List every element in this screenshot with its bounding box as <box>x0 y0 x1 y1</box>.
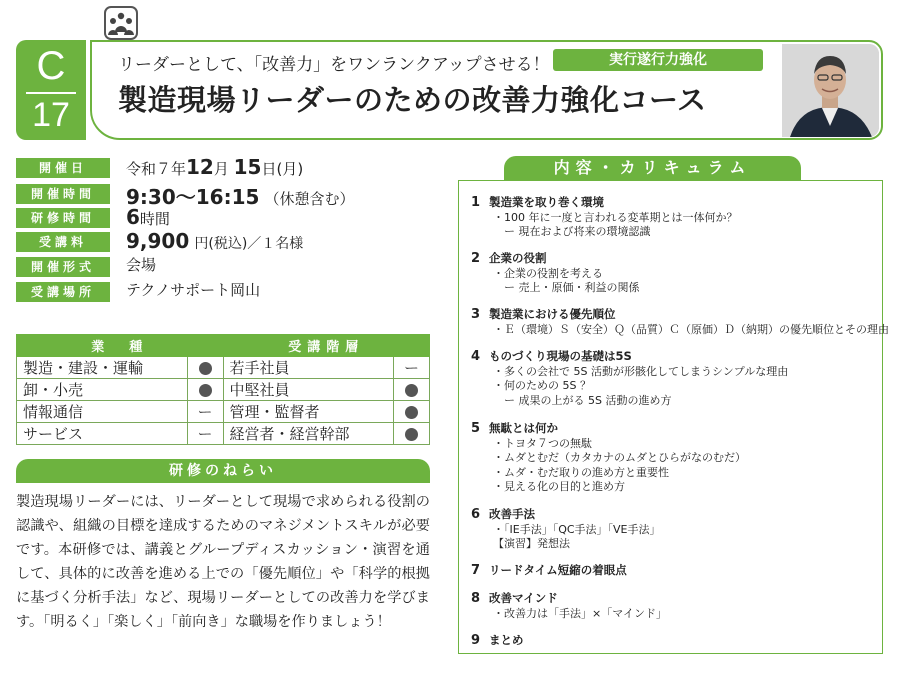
industry-mark: ー <box>187 401 223 423</box>
curriculum-item <box>471 251 640 296</box>
curriculum-item-title <box>471 507 661 523</box>
curriculum-item-line: ・企業の役割を考える <box>493 266 603 280</box>
info-label: 受講場所 <box>16 282 110 302</box>
category-badge: 実行遂行力強化 <box>553 49 763 71</box>
info-label: 開催日 <box>16 158 110 178</box>
info-label: 開催形式 <box>16 257 110 277</box>
curriculum-box <box>458 180 889 654</box>
curriculum-item-label: 企業の役割 <box>489 251 547 265</box>
curriculum-item-label: リードタイム短縮の着眼点 <box>489 563 627 577</box>
curriculum-item-number: 9 <box>471 633 481 648</box>
curriculum-item <box>471 195 738 240</box>
industry-cell: 製造・建設・運輸 <box>17 357 188 379</box>
info-label: 開催時間 <box>16 184 110 204</box>
course-code-box <box>16 40 86 140</box>
curriculum-item <box>471 421 746 495</box>
level-cell: 中堅社員 <box>223 379 394 401</box>
curriculum-item-label: 無駄とは何か <box>489 421 558 435</box>
level-header: 受講階層 <box>223 335 430 357</box>
industry-mark <box>187 379 223 401</box>
curriculum-item <box>471 591 667 621</box>
filled-dot-icon <box>199 362 212 375</box>
curriculum-item-line: ・トヨタ７つの無駄 <box>493 436 592 450</box>
curriculum-item-label: 製造業を取り巻く環境 <box>489 195 604 209</box>
course-title: 製造現場リーダーのための改善力強化コース <box>118 83 707 117</box>
curriculum-item-title <box>471 563 627 579</box>
industry-header: 業 種 <box>17 335 224 357</box>
info-value-fee: 9,900 円(税込)／１名様 <box>126 229 304 253</box>
industry-mark <box>187 357 223 379</box>
curriculum-header: 内容・カリキュラム <box>504 156 801 180</box>
curriculum-item-title <box>471 195 738 211</box>
course-code-letter: C <box>36 44 66 88</box>
info-label: 受講料 <box>16 232 110 252</box>
level-cell: 経営者・経営幹部 <box>223 423 394 445</box>
curriculum-item-line: ・100 年に一度と言われる変革期とは一体何か？ <box>493 210 738 224</box>
curriculum-item-label: まとめ <box>489 633 524 647</box>
curriculum-item-title <box>471 633 524 649</box>
table-row <box>17 357 430 379</box>
curriculum-item-label: 改善手法 <box>489 507 535 521</box>
curriculum-item-number: 8 <box>471 591 481 606</box>
curriculum-item-line: ー 売上・原価・利益の関係 <box>493 281 640 294</box>
level-cell: 管理・監督者 <box>223 401 394 423</box>
curriculum-item-number: 3 <box>471 307 481 322</box>
curriculum-item <box>471 563 627 579</box>
level-mark <box>394 401 430 423</box>
level-mark <box>394 423 430 445</box>
curriculum-item-line: ・Ｅ（環境）Ｓ（安全）Ｑ（品質）Ｃ（原価）Ｄ（納期）の優先順位とその理由 <box>493 322 889 336</box>
curriculum-item-number: 7 <box>471 563 481 578</box>
curriculum-item-label: ものづくり現場の基礎は5S <box>489 349 632 363</box>
industry-cell: 情報通信 <box>17 401 188 423</box>
filled-dot-icon <box>405 406 418 419</box>
curriculum-item-title <box>471 349 788 365</box>
curriculum-item <box>471 349 788 408</box>
curriculum-item-label: 改善マインド <box>489 591 558 605</box>
curriculum-item-number: 4 <box>471 349 481 364</box>
industry-cell: サービス <box>17 423 188 445</box>
filled-dot-icon <box>405 428 418 441</box>
industry-cell: 卸・小売 <box>17 379 188 401</box>
target-table <box>16 334 430 445</box>
aim-header: 研修のねらい <box>16 459 430 483</box>
table-row <box>17 401 430 423</box>
curriculum-item-line: ・ムダとむだ（カタカナのムダとひらがなのむだ） <box>493 451 746 464</box>
curriculum-item-line: ー 現在および将来の環境認識 <box>493 225 651 238</box>
curriculum-item-title <box>471 251 640 267</box>
info-value-duration: 6時間 <box>126 205 170 229</box>
table-row <box>17 423 430 445</box>
curriculum-item <box>471 307 889 337</box>
curriculum-item-number: 1 <box>471 195 481 210</box>
curriculum-item-line: ・「IE手法」「QC手法」「VE手法」 <box>493 522 661 536</box>
info-label: 研修時間 <box>16 208 110 228</box>
course-subtitle: リーダーとして、「改善力」をワンランクアップさせる！ <box>118 55 550 75</box>
curriculum-item-title <box>471 421 746 437</box>
aim-text: 製造現場リーダーには、リーダーとして現場で求められる役割の認識や、組織の目標を達成するためのマネジメントスキルが必要です。本研修では、講義とグループディスカッション・演習を通して、具体的に改善を進める上での「優先順位」や「科学的根拠に基づく分析手法」など、現場リーダーとしての改善力を学びます。「明るく」「楽しく」「前向き」な職場を作りましょう！ <box>16 494 430 630</box>
info-value-date: 令和７年12月 15日(月) <box>126 155 304 179</box>
info-value-venue: テクノサポート岡山 <box>126 281 261 299</box>
curriculum-item <box>471 507 661 552</box>
curriculum-item <box>471 633 524 649</box>
curriculum-item-line: ・ムダ・むだ取りの進め方と重要性 <box>493 465 669 479</box>
level-mark <box>394 379 430 401</box>
curriculum-item-number: 6 <box>471 507 481 522</box>
curriculum-item-line: 【演習】発想法 <box>493 537 570 550</box>
level-cell: 若手社員 <box>223 357 394 379</box>
course-code-number: 17 <box>32 96 70 134</box>
curriculum-item-number: 5 <box>471 421 481 436</box>
industry-mark: ー <box>187 423 223 445</box>
info-value-format: 会場 <box>126 256 157 274</box>
filled-dot-icon <box>405 384 418 397</box>
curriculum-item-label: 製造業における優先順位 <box>489 307 616 321</box>
curriculum-item-line: ー 成果の上がる 5S 活動の進め方 <box>493 393 672 407</box>
curriculum-item-line: ・多くの会社で 5S 活動が形骸化してしまうシンプルな理由 <box>493 364 789 378</box>
group-people-icon <box>104 6 138 40</box>
curriculum-item-line: ・何のための 5S ？ <box>493 379 591 392</box>
info-value-time: 9:30～16:15 （休憩含む） <box>126 185 355 209</box>
instructor-photo <box>782 44 879 137</box>
filled-dot-icon <box>199 384 212 397</box>
curriculum-item-line: ・見える化の目的と進め方 <box>493 480 625 493</box>
curriculum-item-title <box>471 591 667 607</box>
curriculum-item-line: ・改善力は「手法」×「マインド」 <box>493 606 667 620</box>
table-row <box>17 379 430 401</box>
curriculum-item-title <box>471 307 889 323</box>
curriculum-item-number: 2 <box>471 251 481 266</box>
level-mark: ー <box>394 357 430 379</box>
